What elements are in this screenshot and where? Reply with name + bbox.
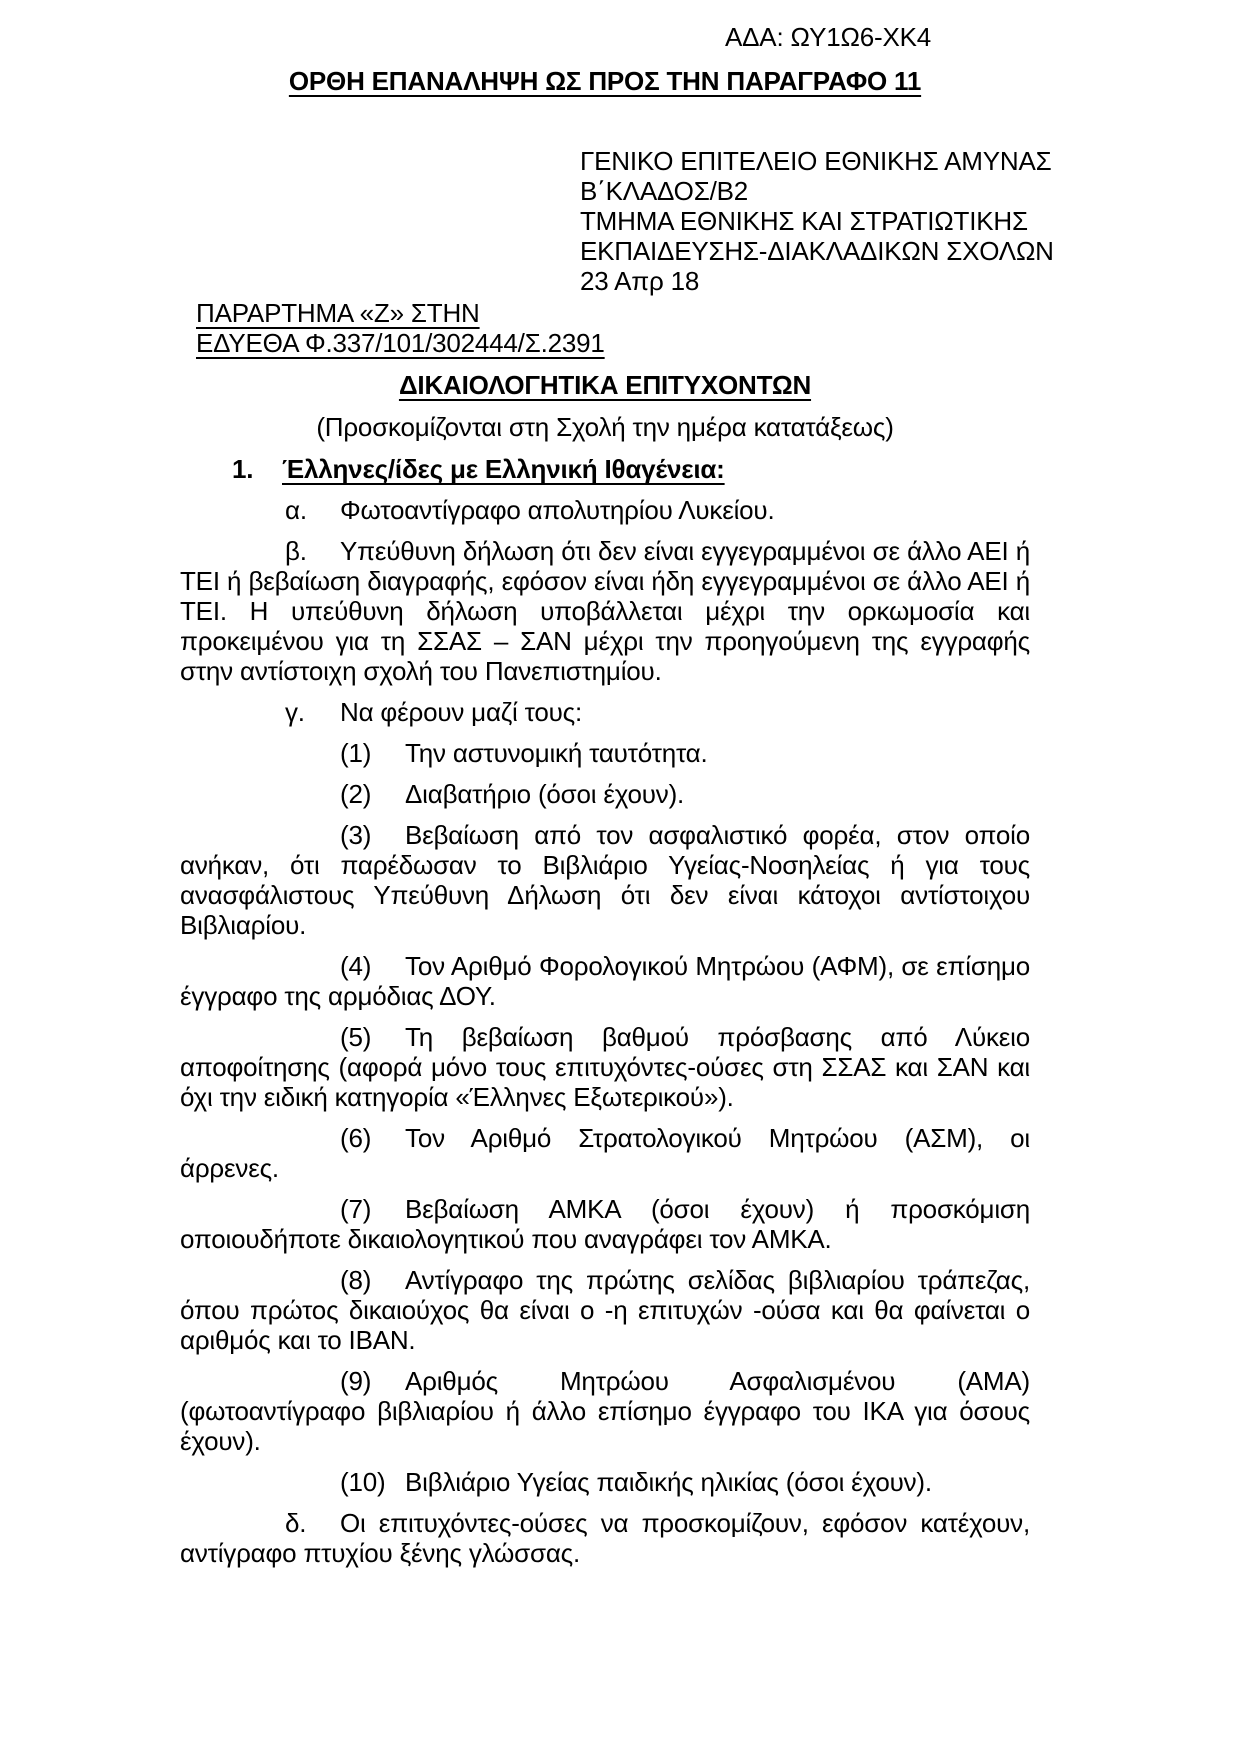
ada-code: ΑΔΑ: ΩΥ1Ω6-ΧΚ4 — [725, 22, 932, 52]
document-title-text: ΔΙΚΑΙΟΛΟΓΗΤΙΚΑ ΕΠΙΤΥΧΟΝΤΩΝ — [398, 370, 812, 400]
item-text: Τη βεβαίωση βαθμού πρόσβασης από Λύκειο αποφοίτησης (αφορά μόνο τους επιτυχόντες-ούσες στη ΣΣΑΣ και ΣΑΝ και όχι την ειδική κατηγορία «Έλληνες Εξωτερικού»). — [180, 1022, 1030, 1112]
section-number: 1. — [232, 454, 254, 484]
item-delta — [180, 1508, 1030, 1568]
item-beta — [180, 536, 1030, 686]
document-title — [180, 370, 1030, 400]
issuer-line: ΕΚΠΑΙΔΕΥΣΗΣ-ΔΙΑΚΛΑΔΙΚΩΝ ΣΧΟΛΩΝ — [580, 236, 1054, 266]
item-label: α. — [285, 495, 307, 525]
item-label: β. — [285, 536, 307, 566]
item-1 — [180, 738, 1030, 768]
issuer-line: ΤΜΗΜΑ ΕΘΝΙΚΗΣ ΚΑΙ ΣΤΡΑΤΙΩΤΙΚΗΣ — [580, 206, 1028, 236]
item-text: Υπεύθυνη δήλωση ότι δεν είναι εγγεγραμμένοι σε άλλο ΑΕΙ ή ΤΕΙ ή βεβαίωση διαγραφής, εφόσον είναι ήδη εγγεγραμμένοι σε άλλο ΑΕΙ ή ΤΕΙ. Η υπεύθυνη δήλωση υποβάλλεται μέχρι την ορκωμοσία και προκειμένου για τη ΣΣΑΣ – ΣΑΝ μέχρι την προηγούμενη της εγγραφής στην αντίστοιχη σχολή του Πανεπιστημίου. — [180, 536, 1030, 686]
issuer-line: Β΄ΚΛΑΔΟΣ/Β2 — [580, 176, 748, 206]
item-text: Τον Αριθμό Φορολογικού Μητρώου (ΑΦΜ), σε επίσημο έγγραφο της αρμόδιας ΔΟΥ. — [180, 951, 1030, 1011]
document-subtitle: (Προσκομίζονται στη Σχολή την ημέρα κατατάξεως) — [316, 412, 894, 442]
issuer-date: 23 Απρ 18 — [580, 266, 700, 296]
item-5 — [180, 1022, 1030, 1112]
item-gamma — [180, 697, 1030, 727]
item-4 — [180, 951, 1030, 1011]
item-text: Βεβαίωση ΑΜΚΑ (όσοι έχουν) ή προσκόμιση οποιουδήποτε δικαιολογητικού που αναγράφει τον ΑΜΚΑ. — [180, 1194, 1030, 1254]
issuer-block — [580, 146, 1054, 296]
item-label: (4) — [340, 951, 372, 981]
section-1-heading — [180, 454, 1030, 484]
item-label: (1) — [340, 738, 372, 768]
item-label: (7) — [340, 1194, 372, 1224]
item-text: Φωτοαντίγραφο απολυτηρίου Λυκείου. — [340, 495, 775, 525]
item-text: Βιβλιάριο Υγείας παιδικής ηλικίας (όσοι έχουν). — [405, 1467, 932, 1497]
item-label: (5) — [340, 1022, 372, 1052]
item-label: γ. — [285, 697, 305, 727]
item-text: Διαβατήριο (όσοι έχουν). — [405, 779, 685, 809]
item-text: Την αστυνομική ταυτότητα. — [405, 738, 708, 768]
item-label: (2) — [340, 779, 372, 809]
item-text: Βεβαίωση από τον ασφαλιστικό φορέα, στον οποίο ανήκαν, ότι παρέδωσαν το Βιβλιάριο Υγείας-Νοσηλείας ή για τους ανασφάλιστους Υπεύθυνη Δήλωση ότι δεν είναι κάτοχοι αντίστοιχου Βιβλιαρίου. — [180, 820, 1030, 940]
issuer-line: ΓΕΝΙΚΟ ΕΠΙΤΕΛΕΙΟ ΕΘΝΙΚΗΣ ΑΜΥΝΑΣ — [580, 146, 1052, 176]
item-9 — [180, 1366, 1030, 1456]
section-heading-text: Έλληνες/ίδες με Ελληνική Ιθαγένεια: — [282, 454, 725, 484]
item-text: Οι επιτυχόντες-ούσες να προσκομίζουν, εφόσον κατέχουν, αντίγραφο πτυχίου ξένης γλώσσας. — [180, 1508, 1030, 1568]
correction-heading-text: ΟΡΘΗ ΕΠΑΝΑΛΗΨΗ ΩΣ ΠΡΟΣ ΤΗΝ ΠΑΡΑΓΡΑΦΟ 11 — [288, 66, 922, 96]
item-alpha — [180, 495, 1030, 525]
item-10 — [180, 1467, 1030, 1497]
item-label: (9) — [340, 1366, 372, 1396]
item-3 — [180, 820, 1030, 940]
item-text: Αντίγραφο της πρώτης σελίδας βιβλιαρίου τράπεζας, όπου πρώτος δικαιούχος θα είναι ο -η επιτυχών -ούσα και θα φαίνεται ο αριθμός και το ΙΒΑΝ. — [180, 1265, 1030, 1355]
annex-line-1: ΠΑΡΑΡΤΗΜΑ «Ζ» ΣΤΗΝ — [196, 298, 480, 328]
item-8 — [180, 1265, 1030, 1355]
item-label: (8) — [340, 1265, 372, 1295]
item-7 — [180, 1194, 1030, 1254]
item-text: Αριθμός Μητρώου Ασφαλισμένου (ΑΜΑ) (φωτοαντίγραφο βιβλιαρίου ή άλλο επίσημο έγγραφο του ΙΚΑ για όσους έχουν). — [180, 1366, 1030, 1456]
correction-heading — [180, 66, 1030, 96]
item-text: Τον Αριθμό Στρατολογικού Μητρώου (ΑΣΜ), οι άρρενες. — [180, 1123, 1030, 1183]
annex-reference — [196, 298, 1030, 358]
item-2 — [180, 779, 1030, 809]
item-6 — [180, 1123, 1030, 1183]
item-label: (6) — [340, 1123, 372, 1153]
item-text: Να φέρουν μαζί τους: — [340, 697, 582, 727]
item-label: δ. — [285, 1508, 307, 1538]
annex-line-2: ΕΔΥΕΘΑ Φ.337/101/302444/Σ.2391 — [196, 328, 605, 358]
item-label: (10) — [340, 1467, 386, 1497]
item-label: (3) — [340, 820, 372, 850]
